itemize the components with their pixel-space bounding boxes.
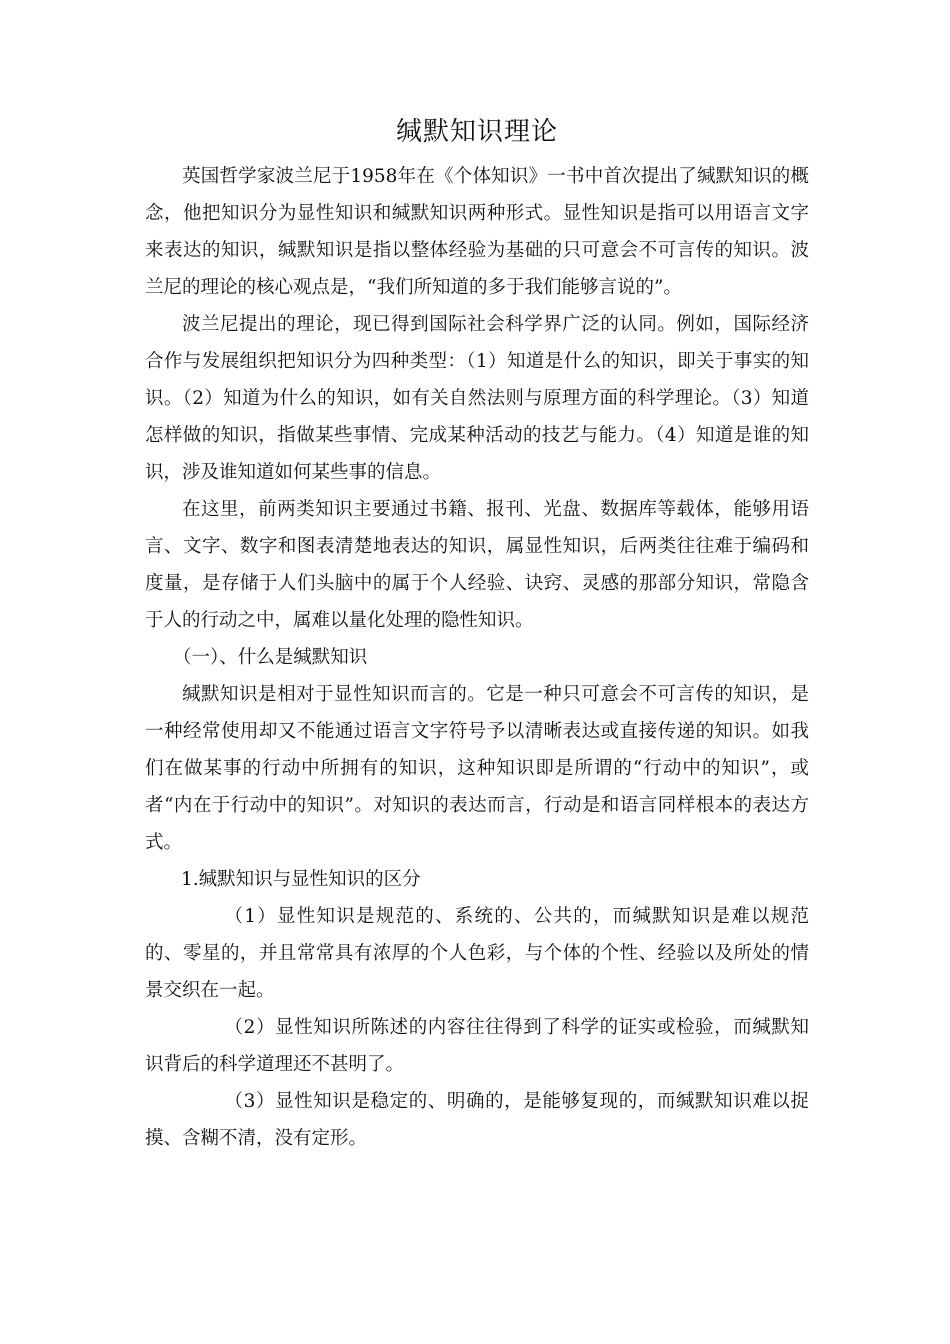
list-item-2: （2）显性知识所陈述的内容往往得到了科学的证实或检验，而缄默知识背后的科学道理还不甚明了。 (145, 1017, 809, 1075)
paragraph-intro: 英国哲学家波兰尼于1958年在《个体知识》一书中首次提出了缄默知识的概念，他把知识分为显性知识和缄默知识两种形式。显性知识是指可以用语言文字来表达的知识，缄默知识是指以整体经验为基础的只可意会不可言传的知识。波兰尼的理论的核心观点是，“我们所知道的多于我们能够言说的”。 (145, 166, 809, 298)
paragraph-oecd: 波兰尼提出的理论，现已得到国际社会科学界广泛的认同。例如，国际经济合作与发展组织把知识分为四种类型：（1）知道是什么的知识，即关于事实的知识。（2）知道为什么的知识，如有关自然法则与原理方面的科学理论。（3）知道怎样做的知识，指做某些事情、完成某种活动的技艺与能力。（4）知道是谁的知识，涉及谁知道如何某些事的信息。 (145, 314, 809, 483)
page-title: 缄默知识理论 (395, 117, 558, 147)
paragraph-classification: 在这里，前两类知识主要通过书籍、报刊、光盘、数据库等载体，能够用语言、文字、数字和图表清楚地表达的知识，属显性知识，后两类往往难于编码和度量，是存储于人们头脑中的属于个人经验、诀窍、灵感的那部分知识，常隐含于人的行动之中，属难以量化处理的隐性知识。 (145, 499, 809, 631)
subheading: 1.缄默知识与显性知识的区分 (181, 869, 421, 890)
list-item-3: （3）显性知识是稳定的、明确的，是能够复现的，而缄默知识难以捉摸、含糊不清，没有定形。 (145, 1091, 809, 1149)
document-page (145, 110, 809, 1157)
paragraph-definition: 缄默知识是相对于显性知识而言的。它是一种只可意会不可言传的知识，是一种经常使用却又不能通过语言文字符号予以清晰表达或直接传递的知识。如我们在做某事的行动中所拥有的知识，这种知识即是所谓的“行动中的知识”，或者“内在于行动中的知识”。对知识的表达而言，行动是和语言同样根本的表达方式。 (145, 684, 809, 853)
list-item-1: （1）显性知识是规范的、系统的、公共的，而缄默知识是难以规范的、零星的，并且常常具有浓厚的个人色彩，与个体的个性、经验以及所处的情景交织在一起。 (145, 906, 809, 1001)
section-heading: （一）、什么是缄默知识 (173, 647, 368, 668)
